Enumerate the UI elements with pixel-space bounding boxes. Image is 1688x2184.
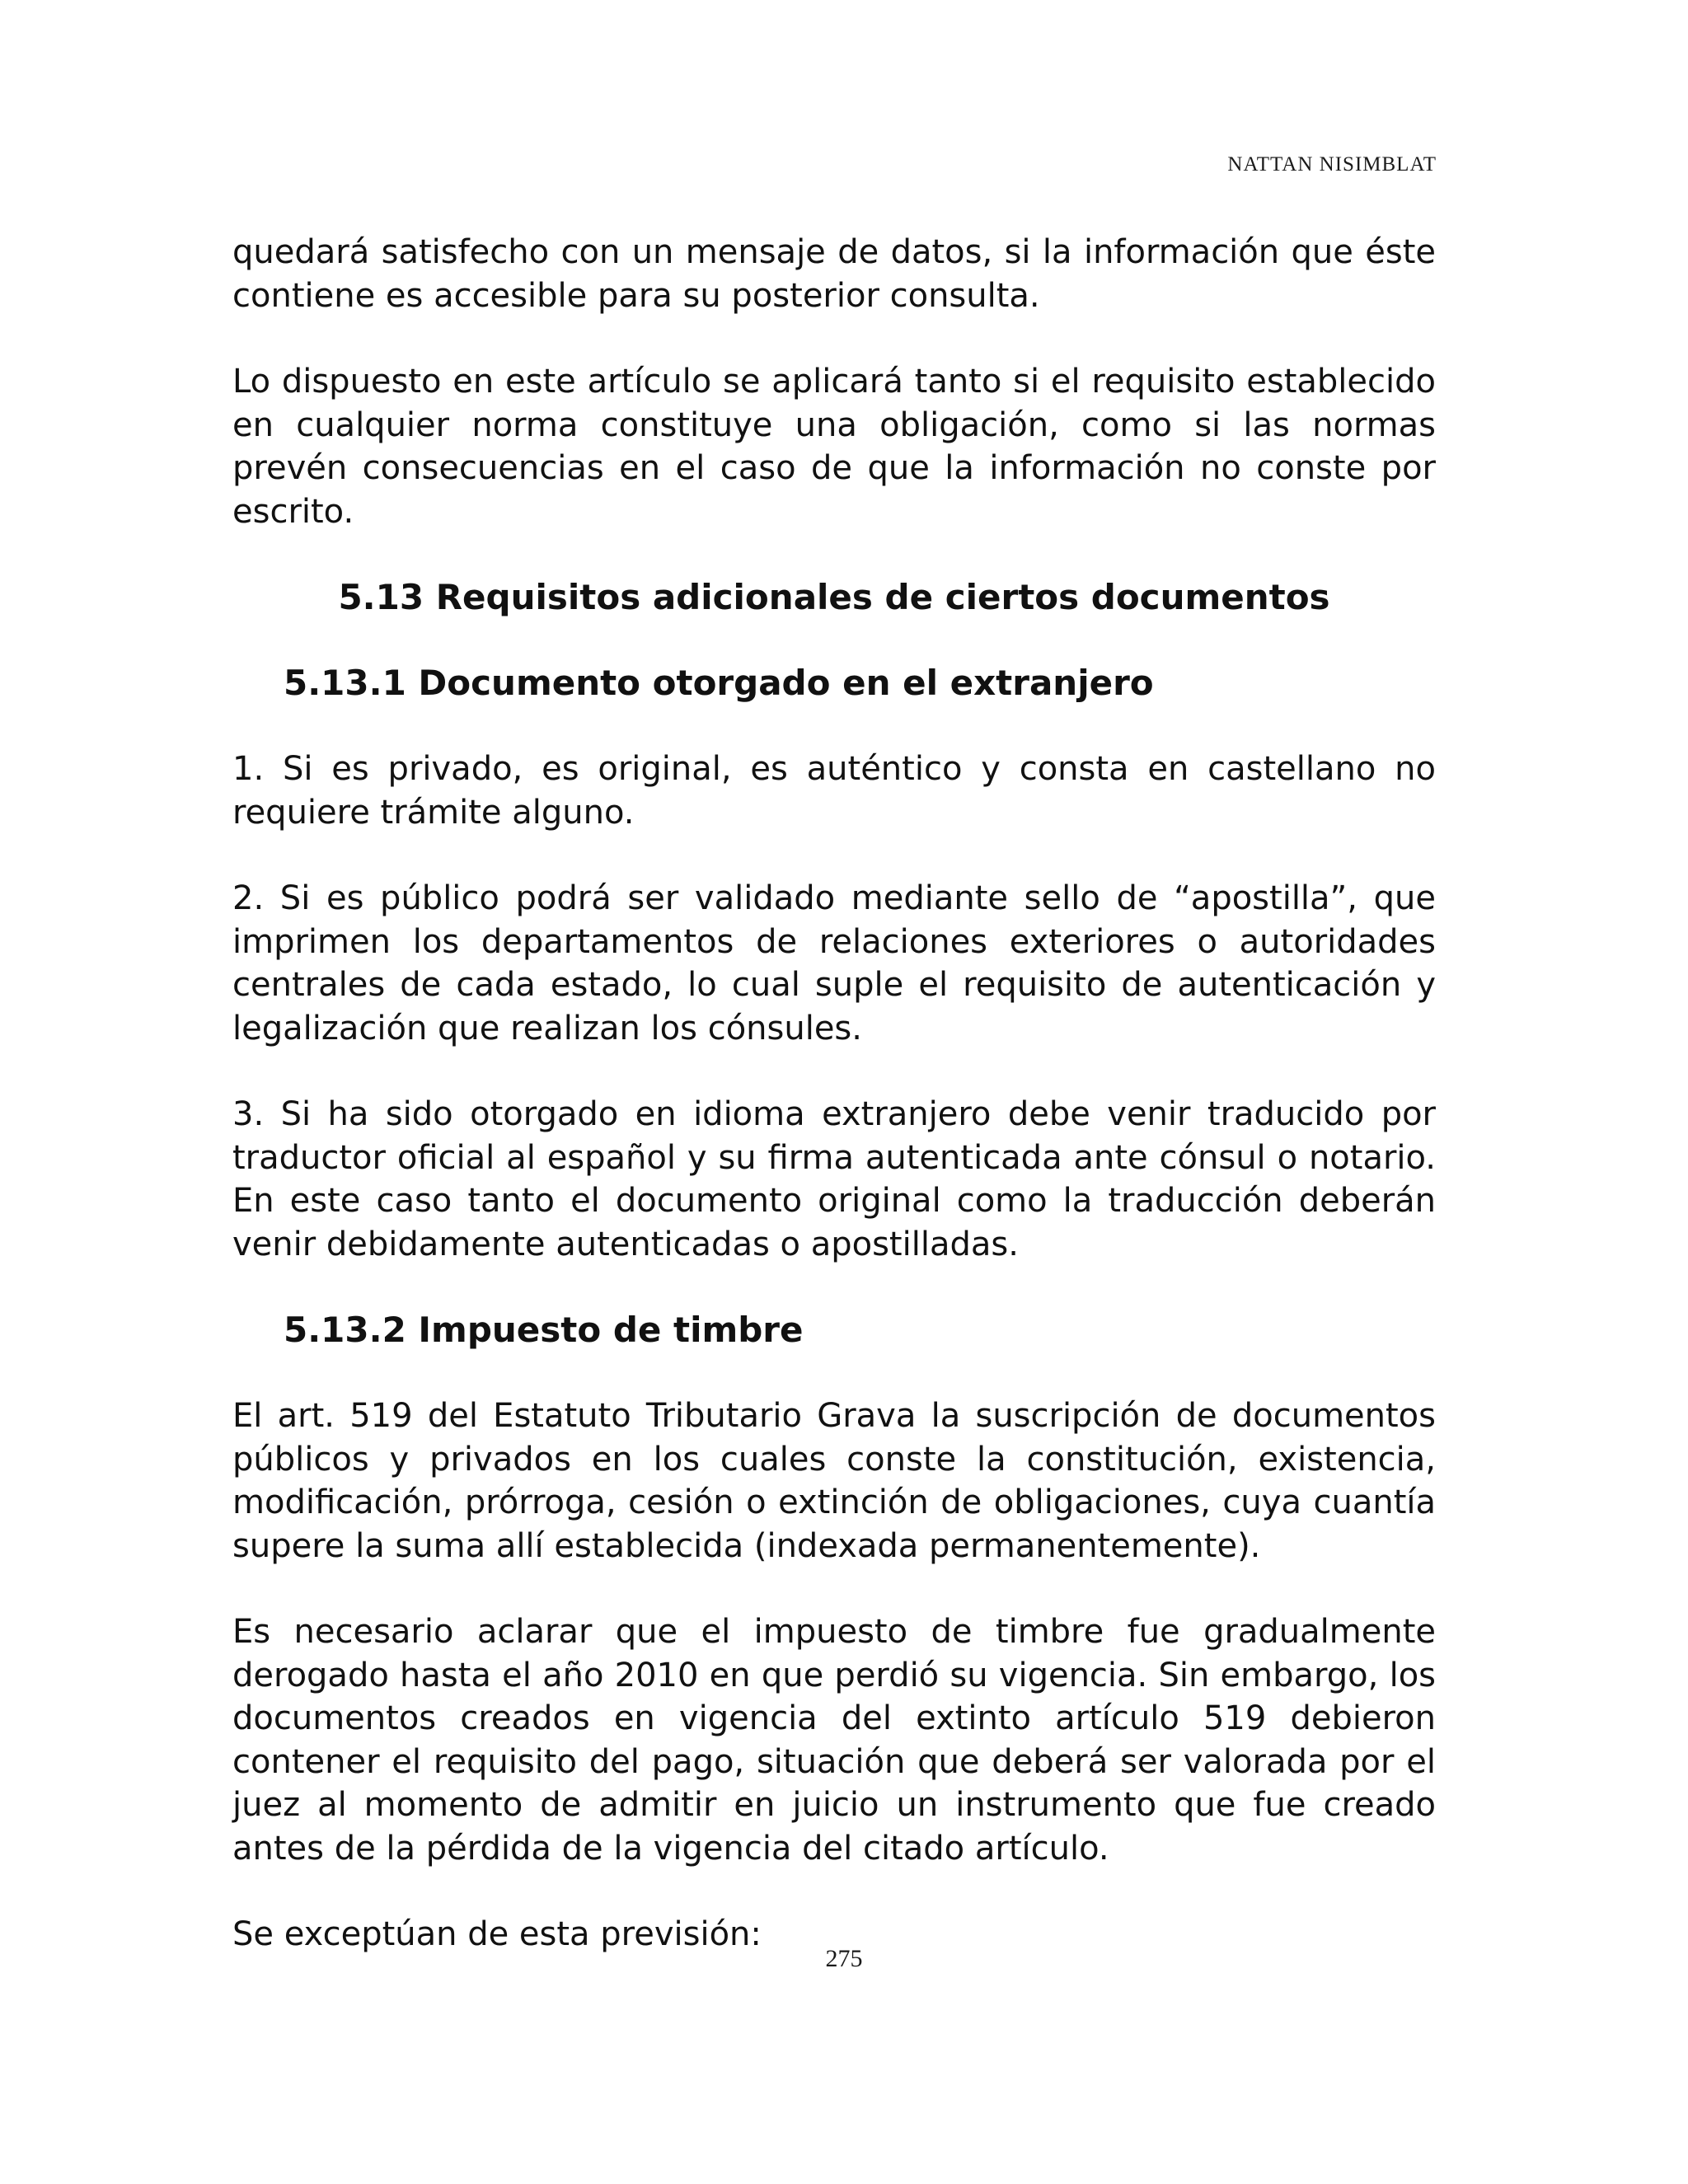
paragraph-derogation: Es necesario aclarar que el impuesto de timbre fue gradualmente derogado hasta el año 2010 en que perdió su vigencia. Sin embargo, los documentos creados en vigencia del extinto artículo 519 debieron contener el requisito del pago, situación que deberá ser valorada por el juez al momento de admitir en juicio un instrumento que fue creado antes de la pérdida de la vigencia del citado artículo. xyxy=(232,1613,1436,1868)
list-item-1: 1. Si es privado, es original, es auténtico y consta en castellano no requiere trámite alguno. xyxy=(232,750,1436,832)
page-number: 275 xyxy=(825,1945,863,1972)
running-header: NATTAN NISIMBLAT xyxy=(1227,153,1437,176)
paragraph-exceptions: Se exceptúan de esta previsión: xyxy=(232,1915,762,1953)
section-heading-5-13: 5.13 Requisitos adicionales de ciertos documentos xyxy=(338,577,1330,617)
page-body xyxy=(232,231,1436,1999)
list-item-2: 2. Si es público podrá ser validado mediante sello de “apostilla”, que imprimen los departamentos de relaciones exteriores o autoridades centrales de cada estado, lo cual suple el requisito de autenticación y legalización que realizan los cónsules. xyxy=(232,879,1436,1047)
subsection-heading-5-13-1: 5.13.1 Documento otorgado en el extranjero xyxy=(284,663,1154,703)
paragraph-scope: Lo dispuesto en este artículo se aplicará tanto si el requisito establecido en cualquier norma constituye una obligación, como si las normas prevén consecuencias en el caso de que la información no conste por escrito. xyxy=(232,363,1436,531)
subsection-heading-5-13-2: 5.13.2 Impuesto de timbre xyxy=(284,1310,804,1350)
list-item-3: 3. Si ha sido otorgado en idioma extranjero debe venir traducido por traductor oficial al español y su firma autenticada ante cónsul o notario. En este caso tanto el documento original como la traducción deberán venir debidamente autenticadas o apostilladas. xyxy=(232,1095,1436,1263)
paragraph-art-519: El art. 519 del Estatuto Tributario Grava la suscripción de documentos públicos y privados en los cuales conste la constitución, existencia, modificación, prórroga, cesión o extinción de obligaciones, cuya cuantía supere la suma allí establecida (indexada permanentemente). xyxy=(232,1397,1436,1565)
paragraph-continuation: quedará satisfecho con un mensaje de datos, si la información que éste contiene es accesible para su posterior consulta. xyxy=(232,233,1436,315)
